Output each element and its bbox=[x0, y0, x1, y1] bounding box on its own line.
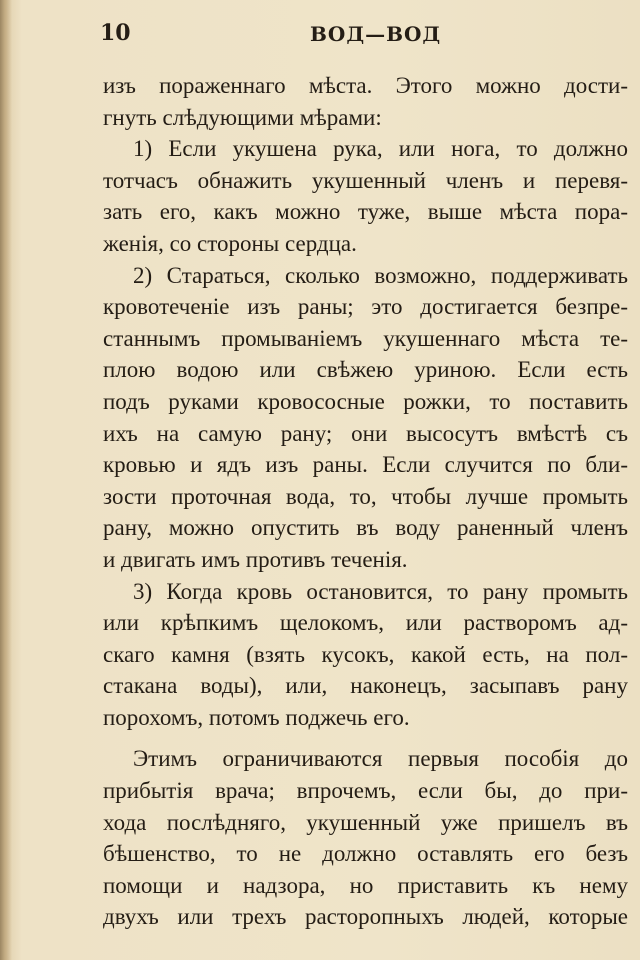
text-line: бѣшенство, то не должно оставлять его безъ bbox=[103, 841, 628, 867]
text-line: прибытія врача; впрочемъ, если бы, до при- bbox=[103, 778, 628, 804]
text-line: изъ пораженнаго мѣста. Этого можно дости- bbox=[103, 73, 628, 98]
text-line: станнымъ промываніемъ укушеннаго мѣста те- bbox=[103, 325, 628, 351]
page-number: 10 bbox=[100, 20, 131, 46]
text-line: Этимъ ограничиваются первыя пособія до bbox=[133, 746, 628, 772]
text-line: гнуть слѣдующими мѣрами: bbox=[103, 104, 382, 130]
text-line: зать его, какъ можно туже, выше мѣста пора- bbox=[103, 199, 628, 225]
text-line: кровью и ядъ изъ раны. Если случится по бли- bbox=[103, 452, 628, 478]
text-line: зости проточная вода, то, чтобы лучше промыть bbox=[103, 483, 628, 509]
text-line: кровотеченіе изъ раны; это достигается безпре- bbox=[103, 294, 628, 320]
text-line: подъ руками кровососные рожки, то поставить bbox=[103, 388, 628, 414]
text-line: двухъ или трехъ расторопныхъ людей, которые bbox=[103, 904, 628, 930]
text-line: стакана воды), или, наконецъ, засыпавъ рану bbox=[103, 673, 628, 699]
text-line: хода послѣдняго, укушенный уже пришелъ въ bbox=[103, 809, 628, 835]
running-head: ВОД—ВОД bbox=[310, 22, 442, 46]
body-text bbox=[103, 70, 628, 933]
page-spine-shadow bbox=[0, 0, 12, 960]
page-header bbox=[0, 18, 640, 52]
text-line: рану, можно опустить въ воду раненный членъ bbox=[103, 515, 628, 541]
text-line: скаго камня (взять кусокъ, какой есть, на пол- bbox=[103, 641, 628, 667]
text-line: тотчасъ обнажить укушенный членъ и перевя- bbox=[103, 167, 628, 193]
text-line: порохомъ, потомъ поджечь его. bbox=[103, 704, 410, 730]
text-line: 2) Стараться, сколько возможно, поддерживать bbox=[133, 262, 628, 288]
text-line: или крѣпкимъ щелокомъ, или растворомъ ад- bbox=[103, 610, 628, 636]
text-line: женія, со стороны сердца. bbox=[103, 230, 357, 256]
text-line: ихъ на самую рану; они высосутъ вмѣстѣ съ bbox=[103, 420, 628, 446]
text-line: 3) Когда кровь остановится, то рану промыть bbox=[133, 578, 628, 604]
text-line: и двигать имъ противъ теченія. bbox=[103, 546, 408, 572]
text-line: плою водою или свѣжею уриною. Если есть bbox=[103, 357, 628, 383]
text-line: помощи и надзора, но приставить къ нему bbox=[103, 872, 628, 898]
text-line: 1) Если укушена рука, или нога, то должно bbox=[133, 136, 628, 162]
